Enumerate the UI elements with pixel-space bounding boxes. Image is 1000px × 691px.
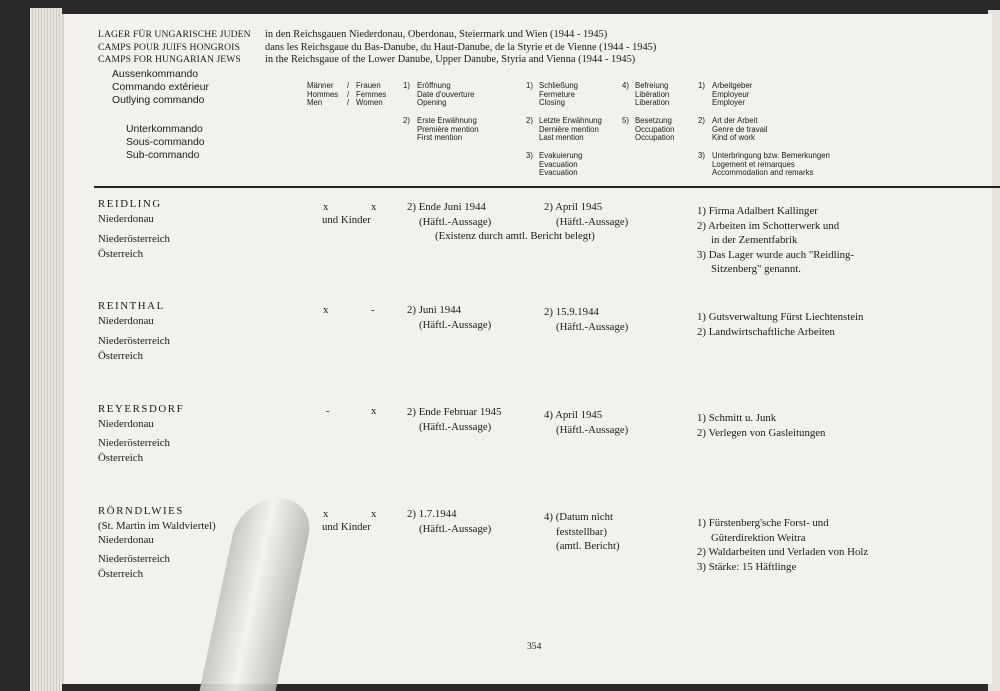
children-note: und Kinder [322, 521, 371, 533]
last-mention-legend: Letzte Erwähnung Dernière mention Last mention [539, 116, 602, 143]
men-mark: x [323, 304, 329, 316]
book-page [62, 14, 992, 684]
remarks-info: 1) Schmitt u. Junk 2) Verlegen von Gasleitungen [697, 412, 826, 439]
entry-region: Niederösterreich Österreich [98, 335, 170, 362]
remarks-legend: Unterbringung bzw. Bemerkungen Logement et remarques Accommodation and remarks [712, 151, 830, 178]
work-legend: Art der Arbeit Genre de travail Kind of work [712, 116, 768, 143]
header-divider [94, 186, 1000, 188]
opening-legend: Eröffnung Date d'ouverture Opening [417, 81, 475, 108]
opening-info: 2) 1.7.1944 (Häftl.-Aussage) [407, 508, 492, 535]
unterkommando-legend: Unterkommando Sous-commando Sub-commando [126, 124, 205, 161]
entry-region: Niederösterreich Österreich [98, 553, 170, 580]
opening-info: 2) Ende Juni 1944 (Häftl.-Aussage) (Existenz durch amtl. Bericht belegt) [407, 201, 595, 243]
closing-info: 4) (Datum nicht feststellbar) (amtl. Bericht) [544, 511, 620, 553]
women-mark: x [371, 405, 377, 417]
legend-num-2a: 2) [403, 116, 410, 125]
legend-num-1b: 1) [526, 81, 533, 90]
men-mark: x [323, 201, 329, 213]
legend-num-4: 4) [622, 81, 629, 90]
legend-num-1c: 1) [698, 81, 705, 90]
evacuation-legend: Evakuierung Evacuation Evacuation [539, 151, 583, 178]
legend-num-2b: 2) [526, 116, 533, 125]
closing-info: 2) 15.9.1944 (Häftl.-Aussage) [544, 306, 629, 333]
men-mark: - [326, 405, 330, 417]
legend-num-3b: 3) [698, 151, 705, 160]
opening-info: 2) Ende Februar 1945 (Häftl.-Aussage) [407, 406, 502, 433]
men-mark: x [323, 508, 329, 520]
camp-category-title: LAGER FÜR UNGARISCHE JUDEN CAMPS POUR JUIFS HONGROIS CAMPS FOR HUNGARIAN JEWS [98, 29, 251, 66]
remarks-info: 1) Gutsverwaltung Fürst Liechtenstein 2) Landwirtschaftliche Arbeiten [697, 311, 864, 338]
first-mention-legend: Erste Erwähnung Première mention First mention [417, 116, 479, 143]
women-mark: - [371, 304, 375, 316]
legend-num-1a: 1) [403, 81, 410, 90]
women-mark: x [371, 508, 377, 520]
legend-num-5: 5) [622, 116, 629, 125]
entry-place: RÖRNDLWIES (St. Martin im Waldviertel) Niederdonau [98, 505, 216, 547]
occupation-legend: Besetzung Occupation Occupation [635, 116, 675, 143]
remarks-info: 1) Firma Adalbert Kallinger 2) Arbeiten im Schotterwerk und in der Zementfabrik 3) Das Lager wurde auch "Reidling- Sitzenberg" genannt. [697, 205, 855, 276]
remarks-info: 1) Fürstenberg'sche Forst- und Güterdirektion Weitra 2) Waldarbeiten und Verladen von Holz 3) Stärke: 15 Häftlinge [697, 517, 869, 573]
entry-place: REIDLING Niederdonau [98, 198, 162, 225]
women-mark: x [371, 201, 377, 213]
page-stack-edge [30, 8, 62, 691]
children-note: und Kinder [322, 214, 371, 226]
reichsgau-heading: in den Reichsgauen Niederdonau, Oberdonau, Steiermark und Wien (1944 - 1945) dans les Reichsgaue du Bas-Danube, du Haut-Danube, de la Styrie et de Vienne (1944 - 1945) in the Reichsgaue of the Lower Danube, Upper Danube, Styria and Vienna (1944 - 1945) [265, 29, 657, 66]
legend-num-2c: 2) [698, 116, 705, 125]
entry-region: Niederösterreich Österreich [98, 437, 170, 464]
closing-info: 4) April 1945 (Häftl.-Aussage) [544, 409, 629, 436]
closing-info: 2) April 1945 (Häftl.-Aussage) [544, 201, 629, 228]
entry-place: REYERSDORF Niederdonau [98, 403, 185, 430]
aussenkommando-legend: Aussenkommando Commando extérieur Outlying commando [112, 69, 210, 106]
closing-legend: Schließung Fermeture Closing [539, 81, 579, 108]
liberation-legend: Befreiung Libération Liberation [635, 81, 670, 108]
legend-num-3a: 3) [526, 151, 533, 160]
men-legend: Männer Hommes Men [307, 81, 339, 108]
page-number: 354 [527, 641, 542, 652]
entry-region: Niederösterreich Österreich [98, 233, 170, 260]
employer-legend: Arbeitgeber Employeur Employer [712, 81, 753, 108]
entry-place: REINTHAL Niederdonau [98, 300, 165, 327]
opening-info: 2) Juni 1944 (Häftl.-Aussage) [407, 304, 492, 331]
slash-legend: / / / [347, 81, 350, 108]
women-legend: Frauen Femmes Women [356, 81, 387, 108]
